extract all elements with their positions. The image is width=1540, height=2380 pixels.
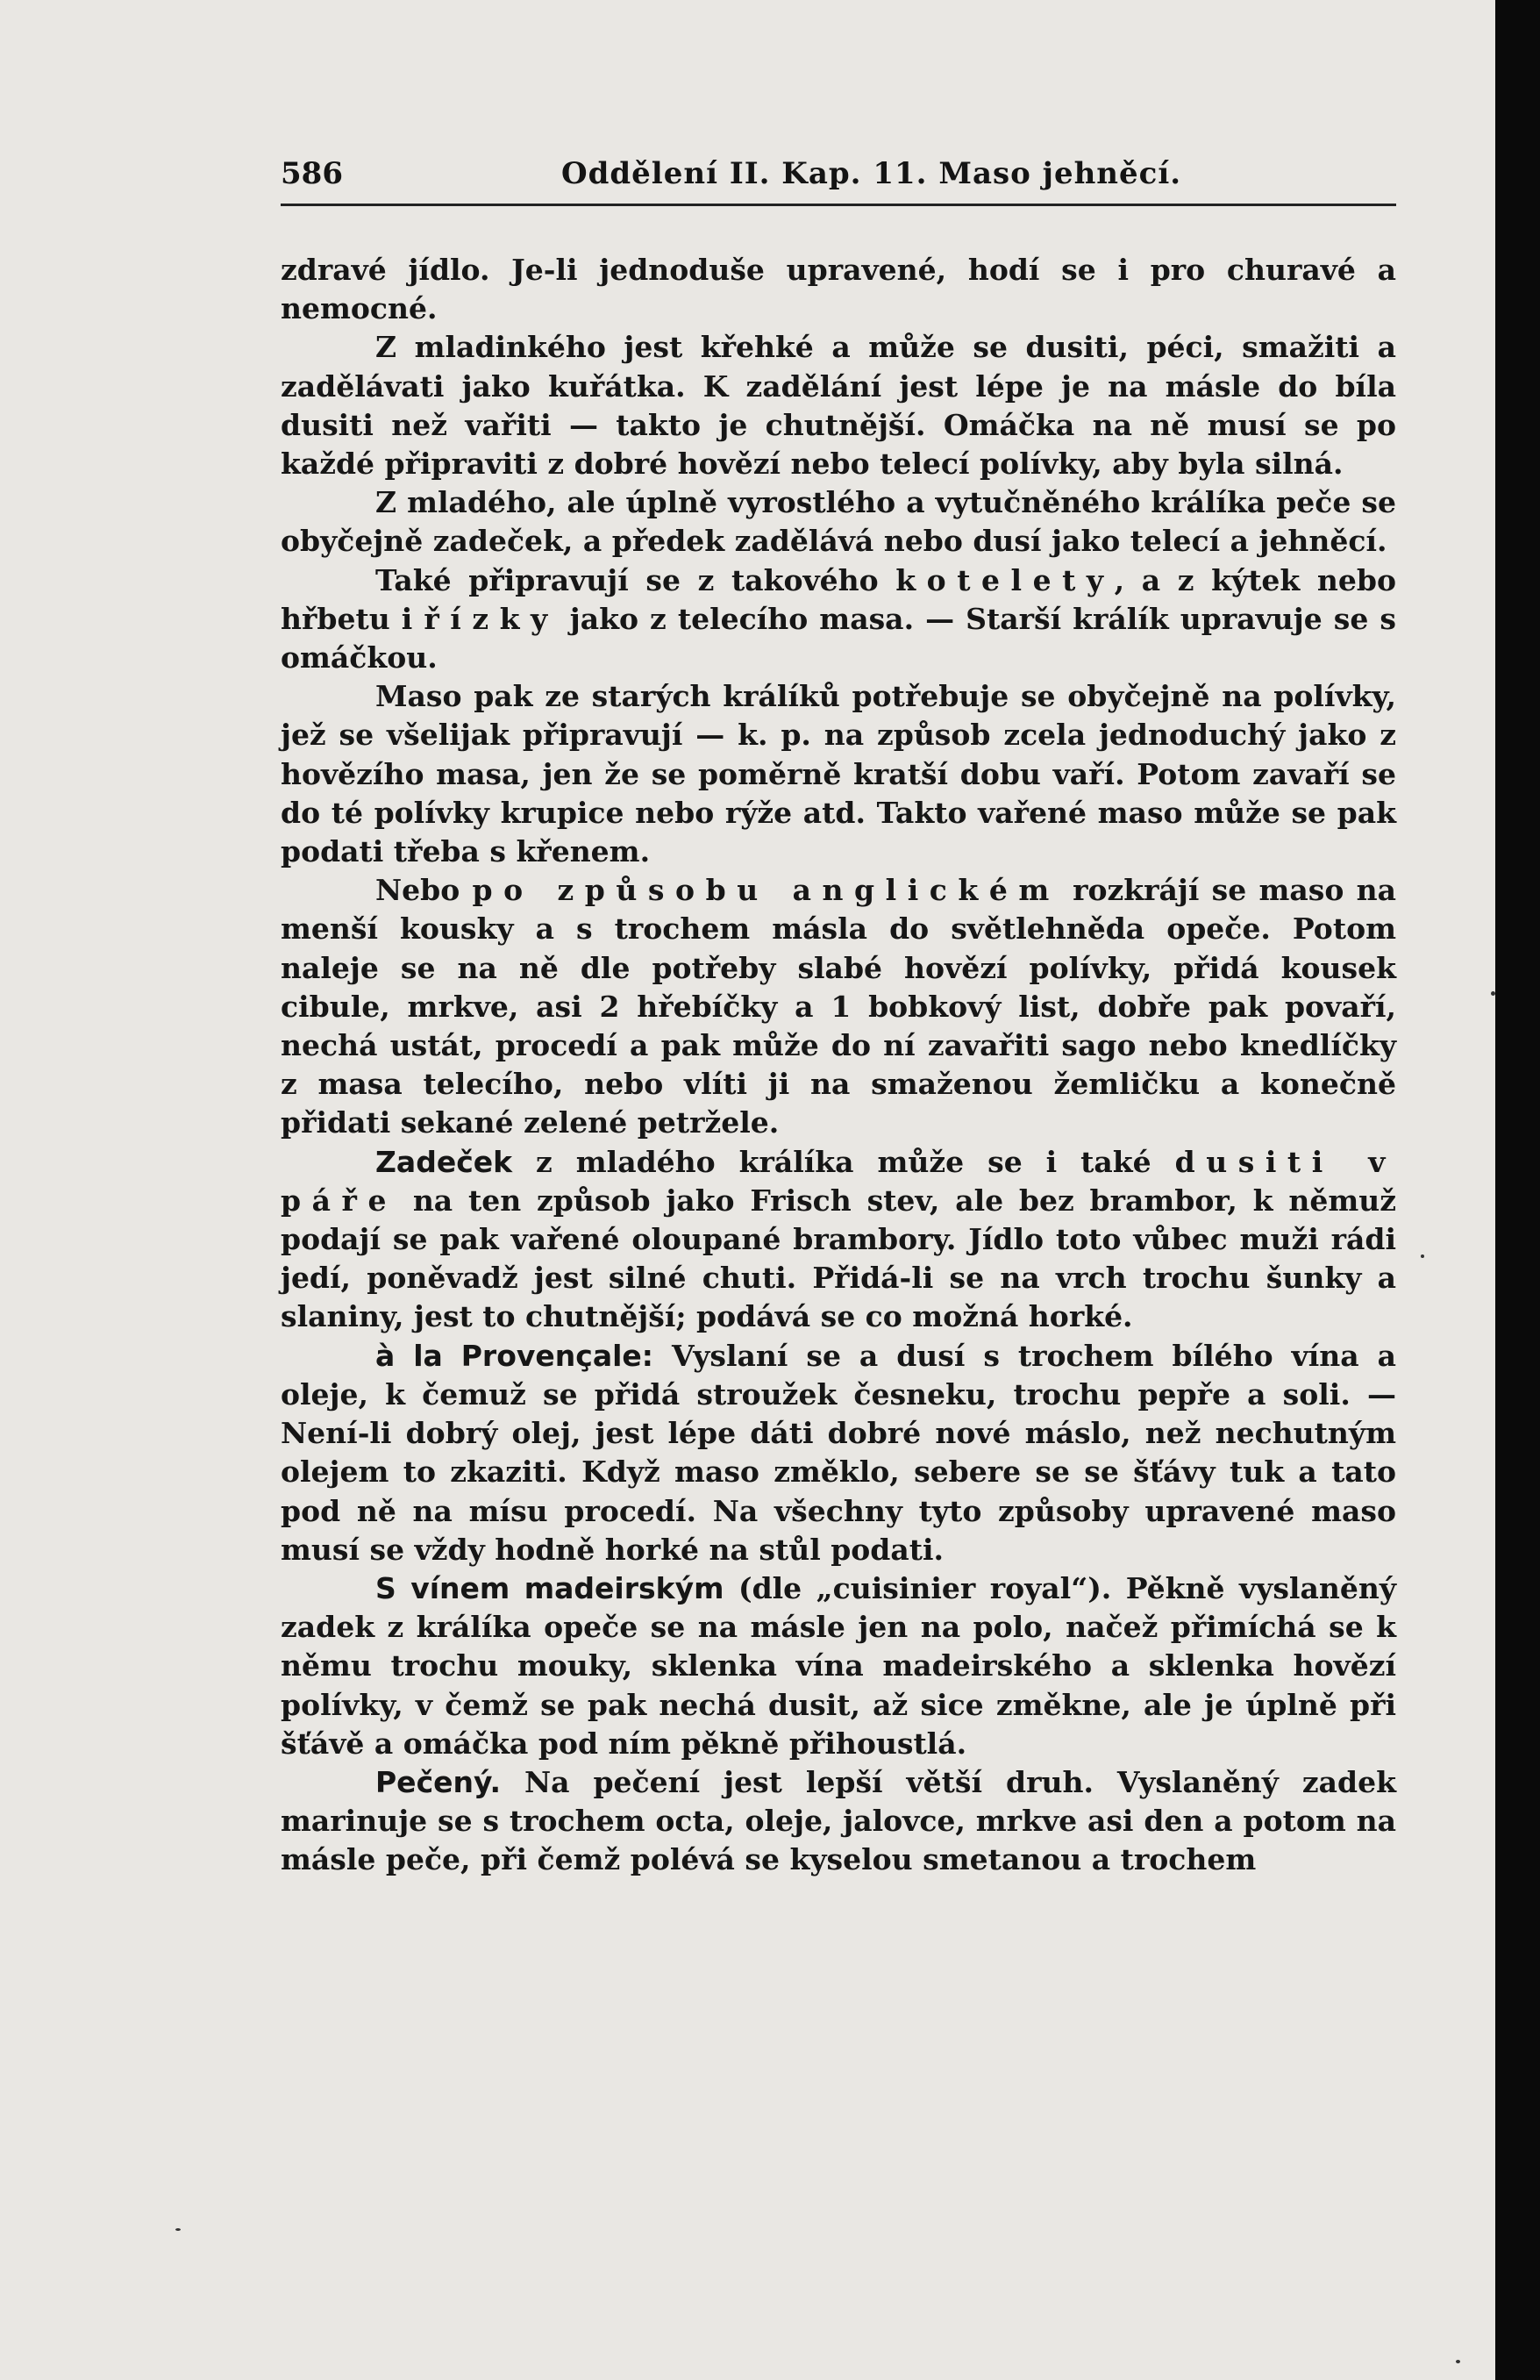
text-run: z mladého králíka může se i také <box>512 1144 1175 1179</box>
paragraph-p4 <box>281 677 1396 871</box>
spaced-emphasis: kotelety <box>895 562 1115 597</box>
recipe-lead: S vínem madeirským <box>375 1570 724 1605</box>
body-text <box>281 251 1396 1880</box>
text-run: rozkrájí se maso na menší kousky a s trochem másla do světlehnědа opeče. Potom naleje se na ně dle potřeby slabé hovězí polívky, přidá kousek cibule, mrkve, asi 2 hřebíčky a 1 bobkový list, dobře pak povaří, nechá ustát, procedí a pak může do ní zavařiti sago nebo knedlíčky z masa telecího, nebo vlíti ji na smaženou žemličku a konečně přidati sekané zelené petržele. <box>281 873 1397 1140</box>
scan-border <box>1495 0 1540 2380</box>
page-number: 586 <box>281 156 343 191</box>
text-run: Maso pak ze starých králíků potřebuje se obyčejně na polívky, jež se všelijak připravují — k. p. na způsob zcela jednoduchý jako z hovězího masa, jen že se poměrně kratší dobu vaří. Potom zavaří se do té polívky krupice nebo rýže atd. Takto vařené maso může se pak podati třeba s křenem. <box>281 679 1396 869</box>
paragraph-p0 <box>281 251 1396 328</box>
text-run: jako z telecího masa. — Starší králík upravuje se s omáčkou. <box>281 601 1396 675</box>
text-run: Vyslaní se a dusí s trochem bílého vína a oleje, k čemuž se přidá stroužek česneku, trochu pepře a soli. — Není-li dobrý olej, jest lépe dáti dobré nové máslo, než nechutným olejem to zkaziti. Když maso změklo, sebere se se šťávy tuk a tato pod ně na mísu procedí. Na všechny tyto způsoby upravené maso musí se vždy hodně horké na stůl podati. <box>281 1338 1396 1567</box>
spaced-emphasis: dusiti v páře <box>281 1144 1396 1218</box>
print-speck <box>175 2228 181 2231</box>
text-run: na ten způsob jako Frisch stev, ale bez brambor, k němuž podají se pak vařené oloupané brambory. Jídlo toto vůbec muži rádi jedí, poněvadž jest silné chuti. Přidá-li se na vrch trochu šunky a slaniny, jest to chutnější; podává se co možná horké. <box>281 1183 1396 1334</box>
text-run: Nebo <box>375 873 473 908</box>
paragraph-p8 <box>281 1569 1396 1763</box>
text-run: Z mladého, ale úplně vyrostlého a vytučněného králíka peče se obyčejně zadeček, a předek zadělává nebo dusí jako telecí a jehněcí. <box>281 485 1396 559</box>
text-run: , a z kýtek nebo hřbetu i <box>281 562 1396 636</box>
paragraph-p3 <box>281 561 1396 678</box>
spaced-emphasis: po způsobu anglickém <box>472 873 1060 908</box>
text-run: Také připravují se z takového <box>375 562 896 597</box>
paragraph-p7 <box>281 1337 1396 1569</box>
recipe-lead: à la Provençale: <box>375 1338 653 1373</box>
header-rule <box>281 204 1396 206</box>
page-header <box>281 156 1396 200</box>
paragraph-p2 <box>281 483 1396 561</box>
recipe-lead: Pečený. <box>375 1764 502 1799</box>
text-run: zdravé jídlo. Je-li jednoduše upravené, hodí se i pro churavé a nemocné. <box>281 253 1396 326</box>
paragraph-p6 <box>281 1143 1396 1337</box>
spaced-emphasis: řízky <box>424 601 559 636</box>
text-run: Z mladinkého jest křehké a může se dusiti, péci, smažiti a zadělávati jako kuřátka. K zadělání jest lépe je na másle do bíla dusiti než vařiti — takto je chutnější. Omáčka na ně musí se po každé připraviti z dobré hovězí nebo telecí polívky, aby byla silná. <box>281 330 1396 482</box>
paragraph-p1 <box>281 328 1396 483</box>
print-speck <box>1421 1254 1424 1258</box>
text-run: Na pečení jest lepší větší druh. Vyslaněný zadek marinuje se s trochem octa, oleje, jalovce, mrkve asi den a potom na másle peče, při čemž polévá se kyselou smetanou a trochem <box>281 1764 1396 1877</box>
text-run: (dle „cuisinier royal“). Pěkně vyslaněný zadek z králíka opeče se na másle jen na polo, načež přimíchá se k němu trochu mouky, sklenka vína madeirského a sklenka hovězí polívky, v čemž se pak nechá dusit, až sice změkne, ale je úplně při šťávě a omáčka pod ním pěkně přihoustlá. <box>281 1570 1396 1761</box>
paragraph-p5 <box>281 871 1396 1142</box>
running-head: Oddělení II. Kap. 11. Maso jehněcí. <box>561 156 1182 191</box>
paragraph-p9 <box>281 1763 1396 1880</box>
print-speck <box>1456 2360 1460 2363</box>
recipe-lead: Zadeček <box>375 1144 513 1179</box>
